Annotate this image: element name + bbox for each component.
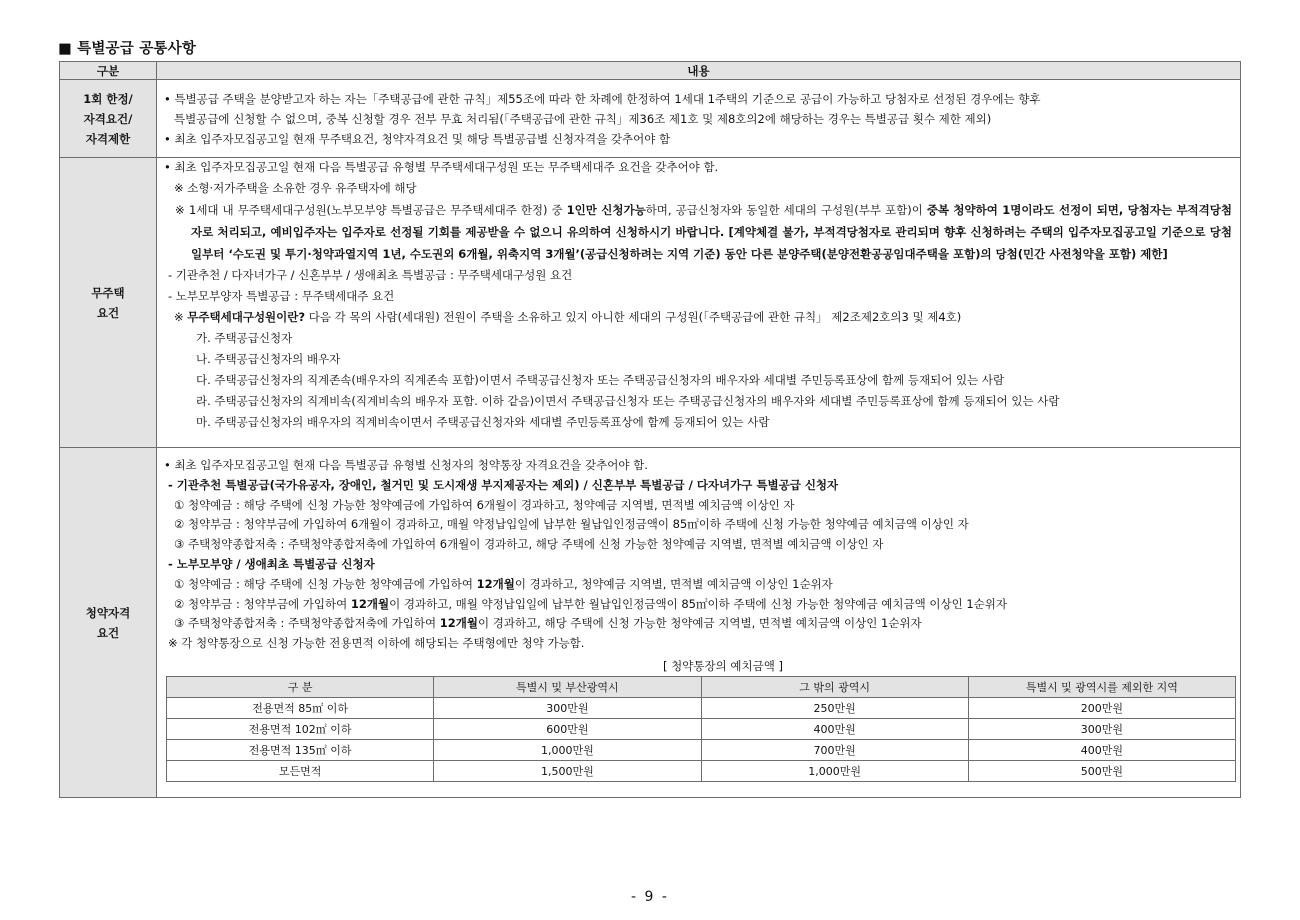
table-cell: 전용면적 135㎡ 이하: [167, 739, 434, 760]
table-row: [167, 739, 1236, 760]
table-cell: 전용면적 102㎡ 이하: [167, 718, 434, 739]
text-line: • 특별공급 주택을 분양받고자 하는 자는「주택공급에 관한 규칙」제55조에 따라 한 차례에 한정하여 1세대 1주택의 기준으로 공급이 가능하고 당첨자로 선정된 경우에는 향후: [164, 92, 1041, 106]
table-cell: 300만원: [434, 697, 701, 718]
table-cell: 200만원: [968, 697, 1235, 718]
common-requirements-table: [59, 61, 1241, 798]
table-row: [60, 80, 1241, 158]
deposit-header: 그 밖의 광역시: [701, 676, 968, 697]
row-content: [157, 80, 1241, 158]
table-row: [60, 158, 1241, 448]
deposit-amount-table: [166, 676, 1236, 782]
table-cell: 1,500만원: [434, 760, 701, 781]
table-cell: 300만원: [968, 718, 1235, 739]
table-row: [60, 448, 1241, 798]
text-line: • 최초 입주자모집공고일 현재 다음 특별공급 유형별 무주택세대구성원 또는 무주택세대주 요건을 갖추어야 함.: [164, 160, 719, 174]
deposit-header: 특별시 및 부산광역시: [434, 676, 701, 697]
deposit-header: 구 분: [167, 676, 434, 697]
text-line: 특별공급에 신청할 수 없으며, 중복 신청할 경우 전부 무효 처리됨(「주택공급에 관한 규칙」제36조 제1호 및 제8호의2에 해당하는 경우는 특별공급 횟수 제한 제외): [174, 112, 992, 126]
group-title: - 기관추천 특별공급(국가유공자, 장애인, 철거민 및 도시재생 부지제공자는 제외) / 신혼부부 특별공급 / 다자녀가구 특별공급 신청자: [168, 477, 839, 492]
table-cell: 1,000만원: [701, 760, 968, 781]
text-line: - 노부모부양자 특별공급 : 무주택세대주 요건: [168, 288, 395, 303]
text-line: ※ 소형·저가주택을 소유한 경우 유주택자에 해당: [174, 180, 417, 195]
list-item: ③ 주택청약종합저축 : 주택청약종합저축에 가입하여 12개월이 경과하고, 해당 주택에 신청 가능한 청약예금 지역별, 면적별 예치금액 이상인 1순위자: [174, 616, 922, 631]
text-line: ※ 각 청약통장으로 신청 가능한 전용면적 이하에 해당되는 주택형에만 청약 가능함.: [168, 636, 585, 651]
table-row: [167, 697, 1236, 718]
list-item: 나. 주택공급신청자의 배우자: [196, 351, 341, 366]
deposit-header-row: [167, 676, 1236, 697]
header-content: 내용: [157, 62, 1241, 80]
list-item: ③ 주택청약종합저축 : 주택청약종합저축에 가입하여 6개월이 경과하고, 해당 주택에 신청 가능한 청약예금 지역별, 면적별 예치금액 이상인 자: [174, 537, 884, 552]
table-cell: 250만원: [701, 697, 968, 718]
list-item: 라. 주택공급신청자의 직계비속(직계비속의 배우자 포함. 이하 같음)이면서 주택공급신청자 또는 주택공급신청자의 배우자와 세대별 주민등록표상에 함께 등재되어 있는 사람: [196, 393, 1060, 408]
table-cell: 400만원: [968, 739, 1235, 760]
table-cell: 전용면적 85㎡ 이하: [167, 697, 434, 718]
table-row: [167, 760, 1236, 781]
list-item: ② 청약부금 : 청약부금에 가입하여 6개월이 경과하고, 매월 약정납입일에 납부한 월납입인정금액이 85㎡이하 주택에 신청 가능한 청약예금 예치금액 이상인 자: [174, 517, 969, 532]
row-content: [157, 448, 1241, 798]
text-line: • 최초 입주자모집공고일 현재 무주택요건, 청약자격요건 및 해당 특별공급별 신청자격을 갖추어야 함: [164, 132, 671, 146]
deposit-table-caption: [ 청약통장의 예치금액 ]: [663, 658, 783, 673]
group-title: - 노부모부양 / 생애최초 특별공급 신청자: [168, 556, 375, 571]
table-cell: 500만원: [968, 760, 1235, 781]
table-cell: 700만원: [701, 739, 968, 760]
table-cell: 1,000만원: [434, 739, 701, 760]
page-number: - 9 -: [631, 889, 669, 905]
table-cell: 400만원: [701, 718, 968, 739]
definition-line: ※ 무주택세대구성원이란? 다음 각 목의 사람(세대원) 전원이 주택을 소유하고 있지 아니한 세대의 구성원(「주택공급에 관한 규칙」 제2조제2호의3 및 제4호): [174, 309, 962, 324]
list-item: ② 청약부금 : 청약부금에 가입하여 12개월이 경과하고, 매월 약정납입일에 납부한 월납입인정금액이 85㎡이하 주택에 신청 가능한 청약예금 예치금액 이상인 1순위자: [174, 596, 1007, 611]
table-row: [167, 718, 1236, 739]
deposit-header: 특별시 및 광역시를 제외한 지역: [968, 676, 1235, 697]
list-item: 다. 주택공급신청자의 직계존속(배우자의 직계존속 포함)이면서 주택공급신청자 또는 주택공급신청자의 배우자와 세대별 주민등록표상에 함께 등재되어 있는 사람: [196, 372, 1005, 387]
row-label: 1회 한정/ 자격요건/ 자격제한: [60, 80, 157, 158]
row-content: [157, 158, 1241, 448]
list-item: 가. 주택공급신청자: [196, 330, 293, 345]
warning-note: ※ 1세대 내 무주택세대구성원(노부모부양 특별공급은 무주택세대주 한정) 중 1인만 신청가능하며, 공급신청자와 동일한 세대의 구성원(부부 포함)이 중복 청약하여 1명이라도 선정이 되면, 당첨자는 부적격당첨자로 처리되고, 예비입주자는 입주자로 선정될 기회를 제공받을 수 없으니 유의하여 신청하시기 바랍니다. [계약체결 불가, 부적격당첨자로 관리되며 향후 신청하려는 주택의 입주자모집공고일 기준으로 당첨일부터 ‘수도권 및 투기·청약과열지역 1년, 수도권외 6개월, 위축지역 3개월’(공급신청하려는 지역 기준) 동안 다른 분양주택(분양전환공공임대주택을 포함)의 당첨(민간 사전청약을 포함) 제한]: [175, 202, 1232, 261]
list-item: ① 청약예금 : 해당 주택에 신청 가능한 청약예금에 가입하여 12개월이 경과하고, 청약예금 지역별, 면적별 예치금액 이상인 1순위자: [174, 576, 833, 591]
table-cell: 600만원: [434, 718, 701, 739]
text-line: • 최초 입주자모집공고일 현재 다음 특별공급 유형별 신청자의 청약통장 자격요건을 갖추어야 함.: [164, 458, 648, 472]
table-header-row: [60, 62, 1241, 80]
row-label: 청약자격 요건: [60, 448, 157, 798]
row-label: 무주택 요건: [60, 158, 157, 448]
section-title: ■ 특별공급 공통사항: [58, 41, 197, 57]
table-cell: 모든면적: [167, 760, 434, 781]
list-item: ① 청약예금 : 해당 주택에 신청 가능한 청약예금에 가입하여 6개월이 경과하고, 청약예금 지역별, 면적별 예치금액 이상인 자: [174, 497, 795, 512]
text-line: - 기관추천 / 다자녀가구 / 신혼부부 / 생애최초 특별공급 : 무주택세대구성원 요건: [168, 267, 573, 282]
header-category: 구분: [60, 62, 157, 80]
list-item: 마. 주택공급신청자의 배우자의 직계비속이면서 주택공급신청자와 세대별 주민등록표상에 함께 등재되어 있는 사람: [196, 414, 770, 429]
